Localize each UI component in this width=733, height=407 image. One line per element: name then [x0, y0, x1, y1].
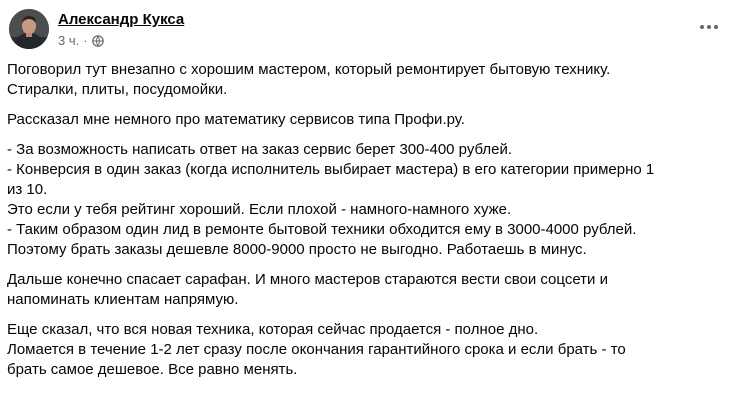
- post-text-line: Еще сказал, что вся новая техника, которая сейчас продается - полное дно.: [7, 321, 539, 338]
- post-text-line: Стиралки, плиты, посудомойки.: [7, 81, 228, 98]
- post-text-line: - За возможность написать ответ на заказ сервис берет 300-400 рублей.: [7, 141, 513, 158]
- post-text-line: - Таким образом один лид в ремонте бытовой техники обходится ему в 3000-4000 рублей.: [7, 221, 637, 238]
- post-paragraph: [7, 110, 725, 130]
- globe-icon: [92, 35, 104, 47]
- post-text-line: Поговорил тут внезапно с хорошим мастером, который ремонтирует бытовую технику.: [7, 61, 611, 78]
- post-time[interactable]: 3 ч.: [58, 33, 80, 48]
- post-text-line: брать самое дешевое. Все равно менять.: [7, 361, 298, 378]
- post-paragraph: [7, 270, 725, 310]
- post-text-line: - Конверсия в один заказ (когда исполнитель выбирает мастера) в его категории примерно 1: [7, 161, 655, 178]
- post-text-line: Ломается в течение 1-2 лет сразу после окончания гарантийного срока и если брать - то: [7, 341, 626, 358]
- post-text-line: Поэтому брать заказы дешевле 8000-9000 просто не выгодно. Работаешь в минус.: [7, 241, 587, 258]
- author-name-link[interactable]: Александр Кукса: [58, 11, 185, 28]
- post-body: [7, 60, 725, 390]
- post-text-line: из 10.: [7, 181, 48, 198]
- post-paragraph: [7, 320, 725, 380]
- avatar[interactable]: [9, 9, 49, 49]
- post-text-line: напоминать клиентам напрямую.: [7, 291, 239, 308]
- post-text-line: Это если у тебя рейтинг хороший. Если плохой - намного-намного хуже.: [7, 201, 512, 218]
- post-header: [9, 9, 724, 53]
- post-meta: [58, 33, 104, 48]
- meta-separator: ·: [83, 33, 88, 48]
- more-options-button[interactable]: [694, 11, 724, 41]
- post-paragraph: [7, 140, 725, 260]
- more-dots-icon: [699, 17, 719, 35]
- post-paragraph: [7, 60, 725, 100]
- post-text-line: Дальше конечно спасает сарафан. И много мастеров стараются вести свои соцсети и: [7, 271, 608, 288]
- post-text-line: Рассказал мне немного про математику сервисов типа Профи.ру.: [7, 111, 465, 128]
